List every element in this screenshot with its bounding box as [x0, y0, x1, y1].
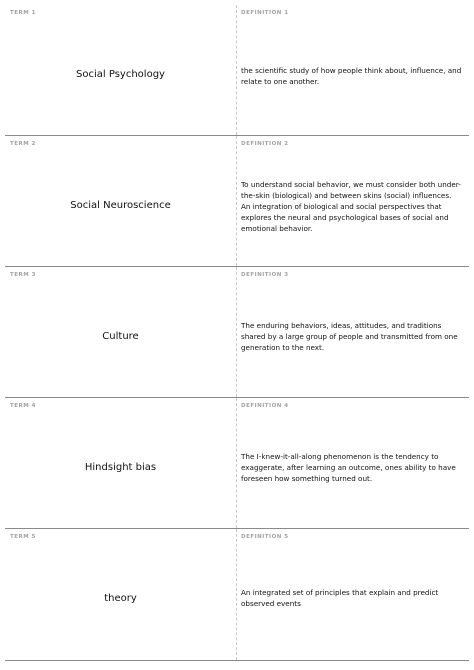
flashcard [5, 267, 469, 398]
term-text: Hindsight bias [84, 462, 157, 473]
term-column [5, 529, 237, 660]
definition-text: To understand social behavior, we must consider both under-the-skin (biological) and between skins (social) influences. An integration of biological and social perspectives that explores the neural and psychological bases of social and emotional behavior. [241, 180, 461, 233]
flashcard [5, 398, 469, 529]
definition-label: DEFINITION 4 [241, 403, 289, 409]
definition-label: DEFINITION 3 [241, 272, 289, 278]
definition-text: The enduring behaviors, ideas, attitudes, and traditions shared by a large group of people and transmitted from one generation to the next. [241, 321, 458, 352]
definition-label: DEFINITION 1 [241, 10, 289, 16]
term-text: theory [104, 593, 137, 604]
term-text: Social Neuroscience [70, 200, 171, 211]
term-label: TERM 5 [10, 534, 36, 540]
term-label: TERM 3 [10, 272, 36, 278]
definition-label: DEFINITION 5 [241, 534, 289, 540]
term-label: TERM 4 [10, 403, 36, 409]
definition-column [238, 529, 469, 660]
term-column [5, 398, 237, 528]
definition-column [238, 136, 469, 266]
definition-label: DEFINITION 2 [241, 141, 289, 147]
definition-text: the scientific study of how people think about, influence, and relate to one another. [241, 66, 462, 86]
definition-column [238, 5, 469, 135]
term-column [5, 136, 237, 266]
term-column [5, 5, 237, 135]
flashcard [5, 529, 469, 661]
definition-text: An integrated set of principles that explain and predict observed events [241, 588, 439, 608]
flashcard [5, 5, 469, 136]
term-column [5, 267, 237, 397]
flashcard [5, 136, 469, 267]
term-text: Social Psychology [76, 69, 165, 80]
definition-column [238, 398, 469, 528]
definition-text: The I-knew-it-all-along phenomenon is the tendency to exaggerate, after learning an outcome, ones ability to have foreseen how something turned out. [241, 452, 456, 483]
term-text: Culture [102, 331, 139, 342]
term-label: TERM 1 [10, 10, 36, 16]
definition-column [238, 267, 469, 397]
term-label: TERM 2 [10, 141, 36, 147]
flashcard-list [5, 5, 469, 661]
